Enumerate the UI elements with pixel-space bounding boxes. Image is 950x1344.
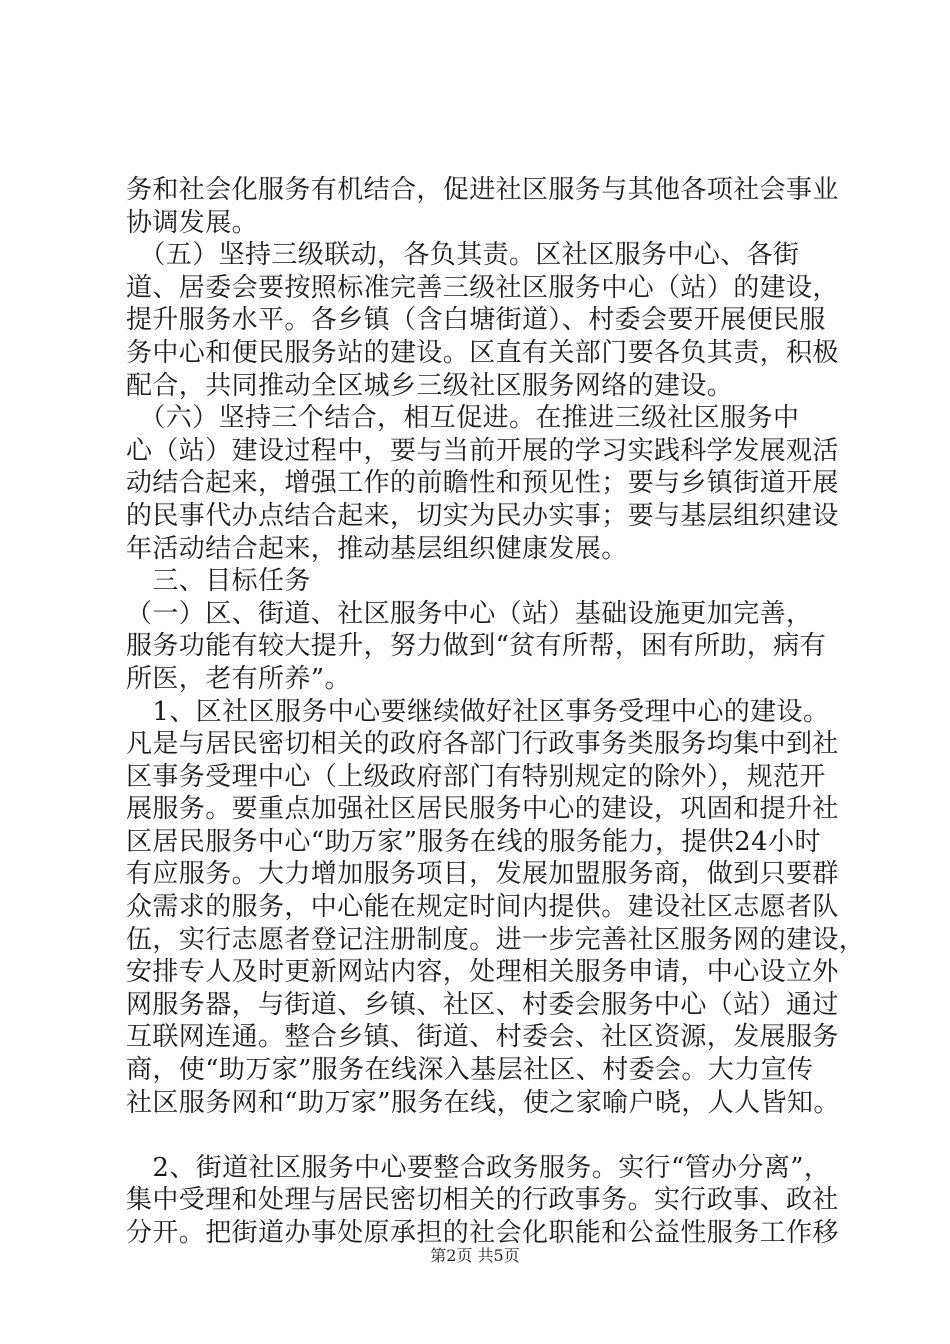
text-line: 配合，共同推动全区城乡三级社区服务网络的建设。	[126, 370, 734, 401]
text-line: 道、居委会要按照标准完善三级社区服务中心（站）的建设，	[126, 272, 839, 303]
text-line: 心（站）建设过程中，要与当前开展的学习实践科学发展观活	[126, 435, 839, 466]
text-line: （五）坚持三级联动，各负其责。区社区服务中心、各街	[126, 240, 800, 271]
text-line: 1、区社区服务中心要继续做好社区事务受理中心的建设。	[126, 696, 830, 727]
text-line: 服务功能有较大提升，努力做到“贫有所帮，困有所助，病有	[126, 631, 827, 662]
text-line: 2、街道社区服务中心要整合政务服务。实行“管办分离”，	[126, 1152, 831, 1183]
text-line: 务中心和便民服务站的建设。区直有关部门要各负其责，积极	[126, 337, 839, 368]
text-line: 众需求的服务，中心能在规定时间内提供。建设社区志愿者队	[126, 892, 839, 923]
paragraph-gap	[126, 1119, 826, 1152]
text-line: 区居民服务中心“助万家”服务在线的服务能力，提供24小时	[126, 826, 821, 857]
text-line: 动结合起来，增强工作的前瞻性和预见性；要与乡镇街道开展	[126, 468, 839, 499]
section-heading: 三、目标任务	[126, 566, 311, 597]
text-line: 分开。把街道办事处原承担的社会化职能和公益性服务工作移	[126, 1218, 839, 1248]
text-line: 商，使“助万家”服务在线深入基层社区、村委会。大力宣传	[126, 1055, 814, 1086]
text-line: 凡是与居民密切相关的政府各部门行政事务类服务均集中到社	[126, 729, 839, 760]
text-line: 有应服务。大力增加服务项目，发展加盟服务商，做到只要群	[126, 859, 839, 890]
text-line: 提升服务水平。各乡镇（含白塘街道）、村委会要开展便民服	[126, 305, 826, 336]
text-line: 网服务器，与街道、乡镇、社区、村委会服务中心（站）通过	[126, 989, 839, 1020]
document-body	[126, 174, 866, 1250]
text-line: 年活动结合起来，推动基层组织健康发展。	[126, 533, 628, 564]
text-line: 所医，老有所养”。	[126, 663, 351, 694]
text-line: 区事务受理中心（上级政府部门有特别规定的除外），规范开	[126, 761, 826, 792]
text-line: （一）区、街道、社区服务中心（站）基础设施更加完善，	[126, 598, 813, 629]
text-line: 协调发展。	[126, 207, 259, 238]
text-line: 伍，实行志愿者登记注册制度。进一步完善社区服务网的建设，	[126, 924, 866, 955]
page-footer: 第2页 共5页	[430, 1246, 520, 1265]
text-line: 的民事代办点结合起来，切实为民办实事；要与基层组织建设	[126, 500, 839, 531]
text-line: 集中受理和处理与居民密切相关的行政事务。实行政事、政社	[126, 1185, 839, 1216]
text-line: （六）坚持三个结合，相互促进。在推进三级社区服务中	[126, 403, 800, 434]
text-line: 社区服务网和“助万家”服务在线，使之家喻户晓，人人皆知。	[126, 1087, 840, 1118]
text-line: 展服务。要重点加强社区居民服务中心的建设，巩固和提升社	[126, 794, 839, 825]
text-line: 互联网连通。整合乡镇、街道、村委会、社区资源，发展服务	[126, 1022, 839, 1053]
text-line: 务和社会化服务有机结合，促进社区服务与其他各项社会事业	[126, 175, 839, 205]
text-line: 安排专人及时更新网站内容，处理相关服务申请，中心设立外	[126, 957, 839, 988]
